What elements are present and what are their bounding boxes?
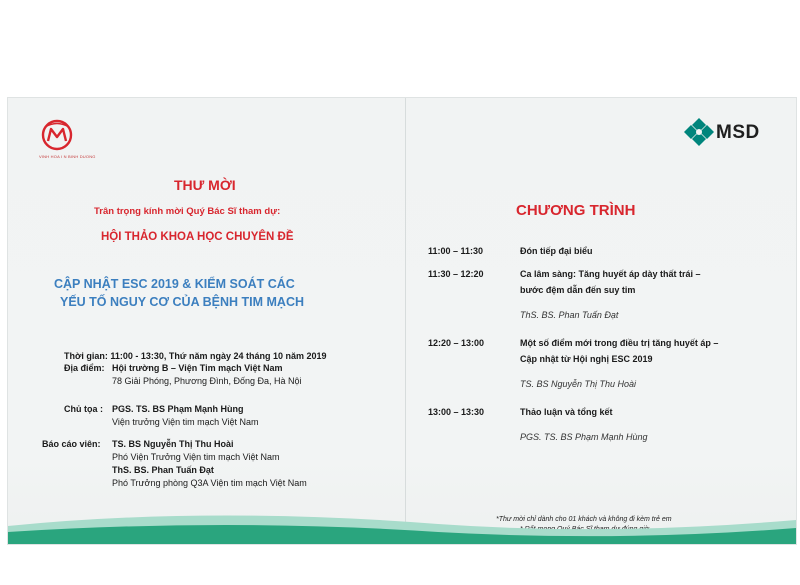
speaker-role: Phó Viện Trưởng Viện tim mạch Việt Nam — [112, 452, 280, 462]
msd-logo-icon — [683, 117, 715, 147]
agenda-item: Ca lâm sàng: Tăng huyết áp dày thất trái – — [520, 269, 701, 279]
agenda-time: 12:20 – 13:00 — [428, 338, 485, 348]
venue-address: 78 Giải Phóng, Phương Đình, Đống Đa, Hà Nội — [112, 376, 302, 386]
venue-name: Hội trường B – Viện Tim mạch Việt Nam — [112, 363, 283, 373]
speaker-role: Phó Trưởng phòng Q3A Viện tim mạch Việt Nam — [112, 478, 307, 488]
column-divider — [405, 98, 406, 544]
chair-label: Chủ tọa : — [64, 404, 103, 414]
invitation-title: THƯ MỜI — [174, 177, 236, 193]
agenda-time: 11:30 – 12:20 — [428, 269, 484, 279]
speaker-name: TS. BS Nguyễn Thị Thu Hoài — [112, 439, 234, 449]
agenda-speaker: TS. BS Nguyễn Thị Thu Hoài — [520, 379, 637, 389]
msd-brand: MSD — [716, 122, 760, 143]
chair-role: Viện trưởng Viện tim mạch Việt Nam — [112, 417, 259, 427]
topic-line-1: CẬP NHẬT ESC 2019 & KIỂM SOÁT CÁC — [54, 277, 295, 291]
invitation-card — [7, 97, 797, 545]
topic-line-2: YẾU TỐ NGUY CƠ CỦA BỆNH TIM MẠCH — [60, 295, 305, 309]
agenda-item: Thảo luận và tổng kết — [520, 407, 613, 417]
agenda-item-cont: bước đệm dẫn đến suy tim — [520, 285, 636, 295]
logo-tagline: VINH HOA I N BINH DUONG — [39, 154, 96, 159]
invitation-line: Trân trọng kính mời Quý Bác Sĩ tham dự: — [94, 206, 281, 217]
chair-name: PGS. TS. BS Phạm Mạnh Hùng — [112, 404, 244, 414]
agenda-item-cont: Cập nhật từ Hội nghị ESC 2019 — [520, 354, 653, 364]
venue-label: Địa điểm: — [64, 363, 105, 373]
agenda-speaker: ThS. BS. Phan Tuấn Đạt — [520, 310, 619, 320]
agenda-time: 11:00 – 11:30 — [428, 246, 484, 256]
bottom-wave-decoration — [8, 504, 796, 544]
hospital-logo-icon — [37, 118, 77, 154]
agenda-item: Một số điểm mới trong điều trị tăng huyết áp – — [520, 338, 719, 348]
agenda-time: 13:00 – 13:30 — [428, 407, 485, 417]
event-time: Thời gian: 11:00 - 13:30, Thứ năm ngày 24 tháng 10 năm 2019 — [64, 351, 327, 361]
speaker-name: ThS. BS. Phan Tuấn Đạt — [112, 465, 214, 475]
agenda-item: Đón tiếp đại biểu — [520, 246, 593, 256]
hospital-logo — [37, 118, 117, 159]
program-title: CHƯƠNG TRÌNH — [516, 202, 636, 219]
footnote-1: *Thư mời chỉ dành cho 01 khách và không đi kèm trẻ em — [496, 516, 672, 523]
speakers-label: Báo cáo viên: — [42, 439, 101, 449]
msd-logo — [683, 117, 760, 147]
agenda-speaker: PGS. TS. BS Phạm Mạnh Hùng — [520, 432, 648, 442]
event-type: HỘI THẢO KHOA HỌC CHUYÊN ĐỀ — [101, 231, 294, 243]
